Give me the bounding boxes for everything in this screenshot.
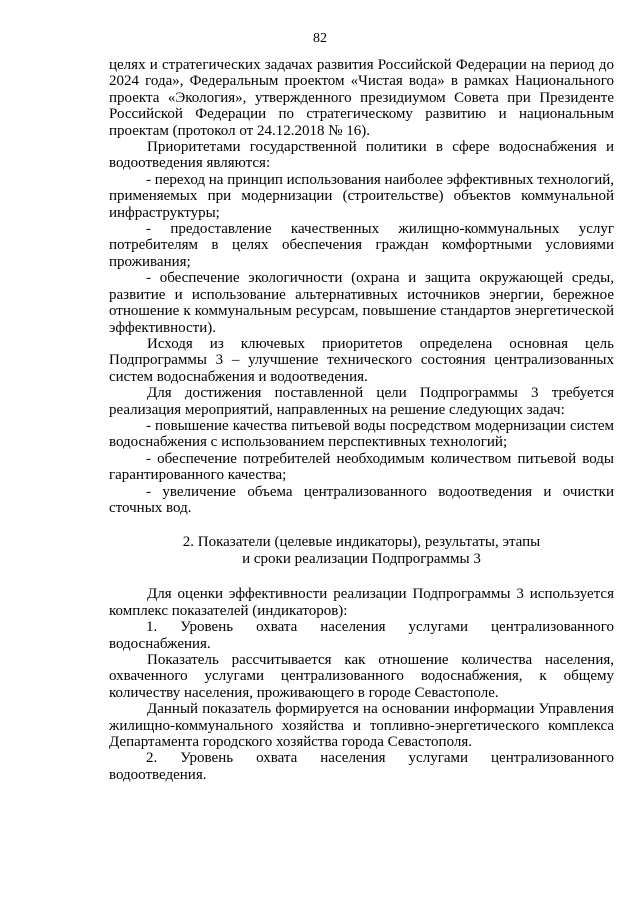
indicators-intro-paragraph: Для оценки эффективности реализации Подпрограммы 3 используется комплекс показателей (индикаторов): (109, 586, 614, 619)
indicator-1-source-paragraph: Данный показатель формируется на основании информации Управления жилищно-коммунального хозяйства и топливно-энергетического комплекса Департамента городского хозяйства города Севастополя. (109, 701, 614, 751)
priorities-intro-paragraph: Приоритетами государственной политики в сфере водоснабжения и водоотведения являются: (109, 139, 614, 172)
task-item: - повышение качества питьевой воды посредством модернизации систем водоснабжения с использованием перспективных технологий; (109, 417, 614, 451)
goal-paragraph: Исходя из ключевых приоритетов определена основная цель Подпрограммы 3 – улучшение технического состояния централизованных систем водоснабжения и водоотведения. (109, 335, 614, 385)
tasks-intro-paragraph: Для достижения поставленной цели Подпрограммы 3 требуется реализация мероприятий, направленных на решение следующих задач: (109, 385, 614, 418)
priority-item: - предоставление качественных жилищно-коммунальных услуг потребителям в целях обеспечения граждан комфортными условиями проживания; (109, 221, 614, 270)
priority-item: - обеспечение экологичности (охрана и защита окружающей среды, развитие и использование альтернативных источников энергии, бережное отношение к коммунальным ресурсам, повышение стандартов энергетической эффективности). (109, 270, 614, 336)
section-heading-line-2: и сроки реализации Подпрограммы 3 (242, 551, 481, 568)
indicator-1-item: 1. Уровень охвата населения услугами централизованного водоснабжения. (109, 619, 614, 652)
task-item: - обеспечение потребителей необходимым количеством питьевой воды гарантированного качества; (109, 450, 614, 484)
indicator-2-item: 2. Уровень охвата населения услугами централизованного водоотведения. (109, 750, 614, 783)
intro-continuation-paragraph: целях и стратегических задачах развития Российской Федерации на период до 2024 года», Федеральным проектом «Чистая вода» в рамках Национального проекта «Экология», утвержденного президиумом Совета при Президенте Российской Федерации по стратегическому развитию и национальным проектам (протокол от 24.12.2018 № 16). (109, 57, 614, 139)
indicator-1-calculation-paragraph: Показатель рассчитывается как отношение количества населения, охваченного услугами централизованного водоснабжения, к общему количеству населения, проживающего в городе Севастополе. (109, 652, 614, 701)
task-item: - увеличение объема централизованного водоотведения и очистки сточных вод. (109, 483, 614, 516)
page-number: 82 (313, 31, 327, 46)
section-heading-line-1: 2. Показатели (целевые индикаторы), результаты, этапы (182, 534, 541, 551)
document-body (109, 57, 614, 783)
priority-item: - переход на принцип использования наиболее эффективных технологий, применяемых при модернизации (строительстве) объектов коммунальной инфраструктуры; (109, 171, 614, 221)
